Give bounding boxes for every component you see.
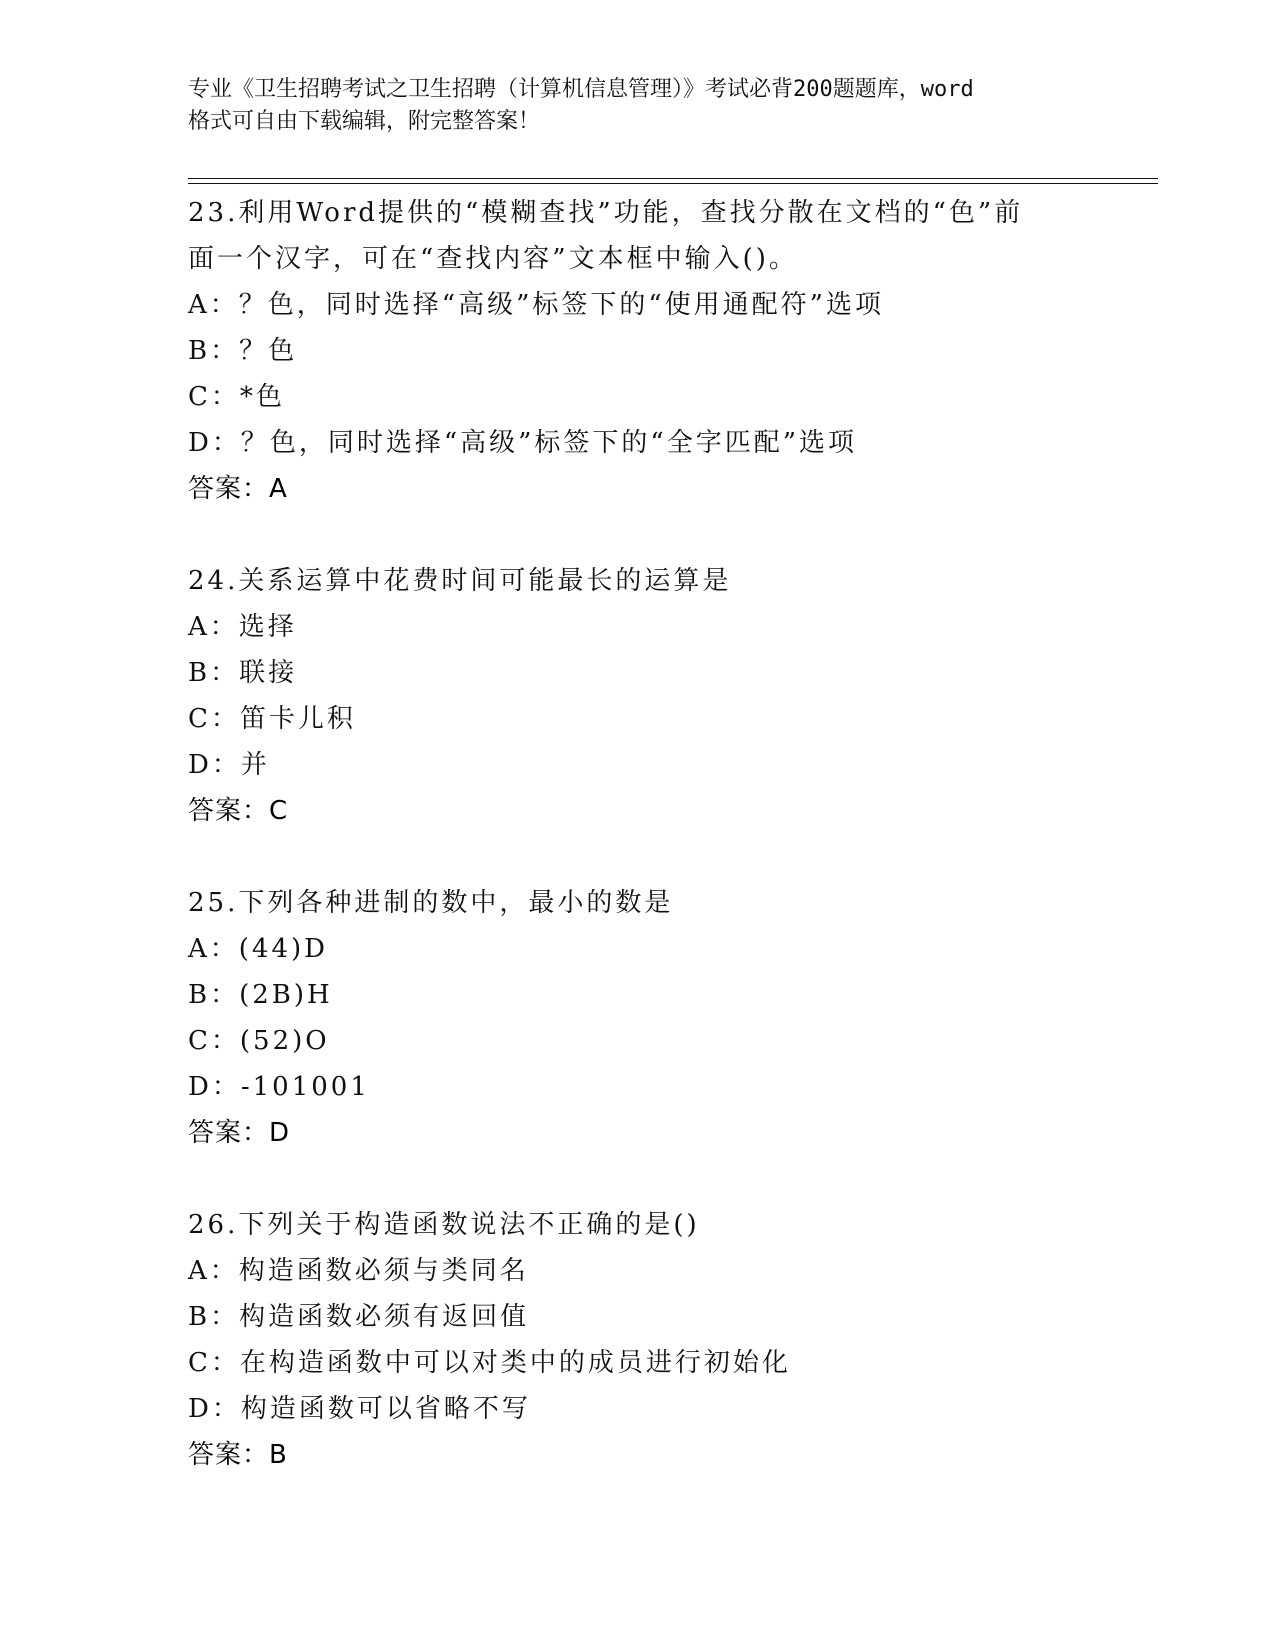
- answer-label: 答案：B: [188, 1440, 288, 1470]
- question-stem: 面一个汉字，可在“查找内容”文本框中输入()。: [188, 244, 798, 274]
- header-line-2: 格式可自由下载编辑，附完整答案！: [188, 109, 541, 134]
- answer-label: 答案：C: [188, 796, 289, 826]
- question-24: [188, 558, 1148, 834]
- option-c: C：在构造函数中可以对类中的成员进行初始化: [188, 1348, 791, 1378]
- question-26: [188, 1202, 1148, 1478]
- header-divider-top: [188, 178, 1158, 179]
- option-c: C：*色: [188, 382, 285, 412]
- option-b: B：联接: [188, 658, 298, 688]
- option-c: C：笛卡儿积: [188, 704, 356, 734]
- question-25: [188, 880, 1148, 1156]
- header-divider-bottom: [188, 183, 1158, 184]
- question-list: [188, 190, 1148, 1524]
- option-d: D：构造函数可以省略不写: [188, 1394, 531, 1424]
- option-a: A：构造函数必须与类同名: [188, 1256, 529, 1286]
- answer-label: 答案：D: [188, 1118, 291, 1148]
- option-d: D：？色，同时选择“高级”标签下的“全字匹配”选项: [188, 428, 858, 458]
- option-b: B：(2B)H: [188, 980, 333, 1010]
- option-a: A：(44)D: [188, 934, 328, 964]
- option-b: B：？色: [188, 336, 298, 366]
- question-23: [188, 190, 1148, 512]
- option-d: D：并: [188, 750, 270, 780]
- question-stem: 24.关系运算中花费时间可能最长的运算是: [188, 566, 732, 596]
- answer-label: 答案：A: [188, 474, 288, 504]
- option-d: D：-101001: [188, 1072, 370, 1102]
- header-line-1: 专业《卫生招聘考试之卫生招聘（计算机信息管理）》考试必背200题题库，word: [188, 77, 974, 102]
- question-stem: 25.下列各种进制的数中，最小的数是: [188, 888, 674, 918]
- question-stem: 23.利用Word提供的“模糊查找”功能，查找分散在文档的“色”前: [188, 198, 1024, 228]
- option-c: C：(52)O: [188, 1026, 330, 1056]
- option-a: A：？色，同时选择“高级”标签下的“使用通配符”选项: [188, 290, 884, 320]
- document-header: [188, 74, 1108, 138]
- question-stem: 26.下列关于构造函数说法不正确的是(): [188, 1210, 700, 1240]
- option-b: B：构造函数必须有返回值: [188, 1302, 530, 1332]
- option-a: A：选择: [188, 612, 297, 642]
